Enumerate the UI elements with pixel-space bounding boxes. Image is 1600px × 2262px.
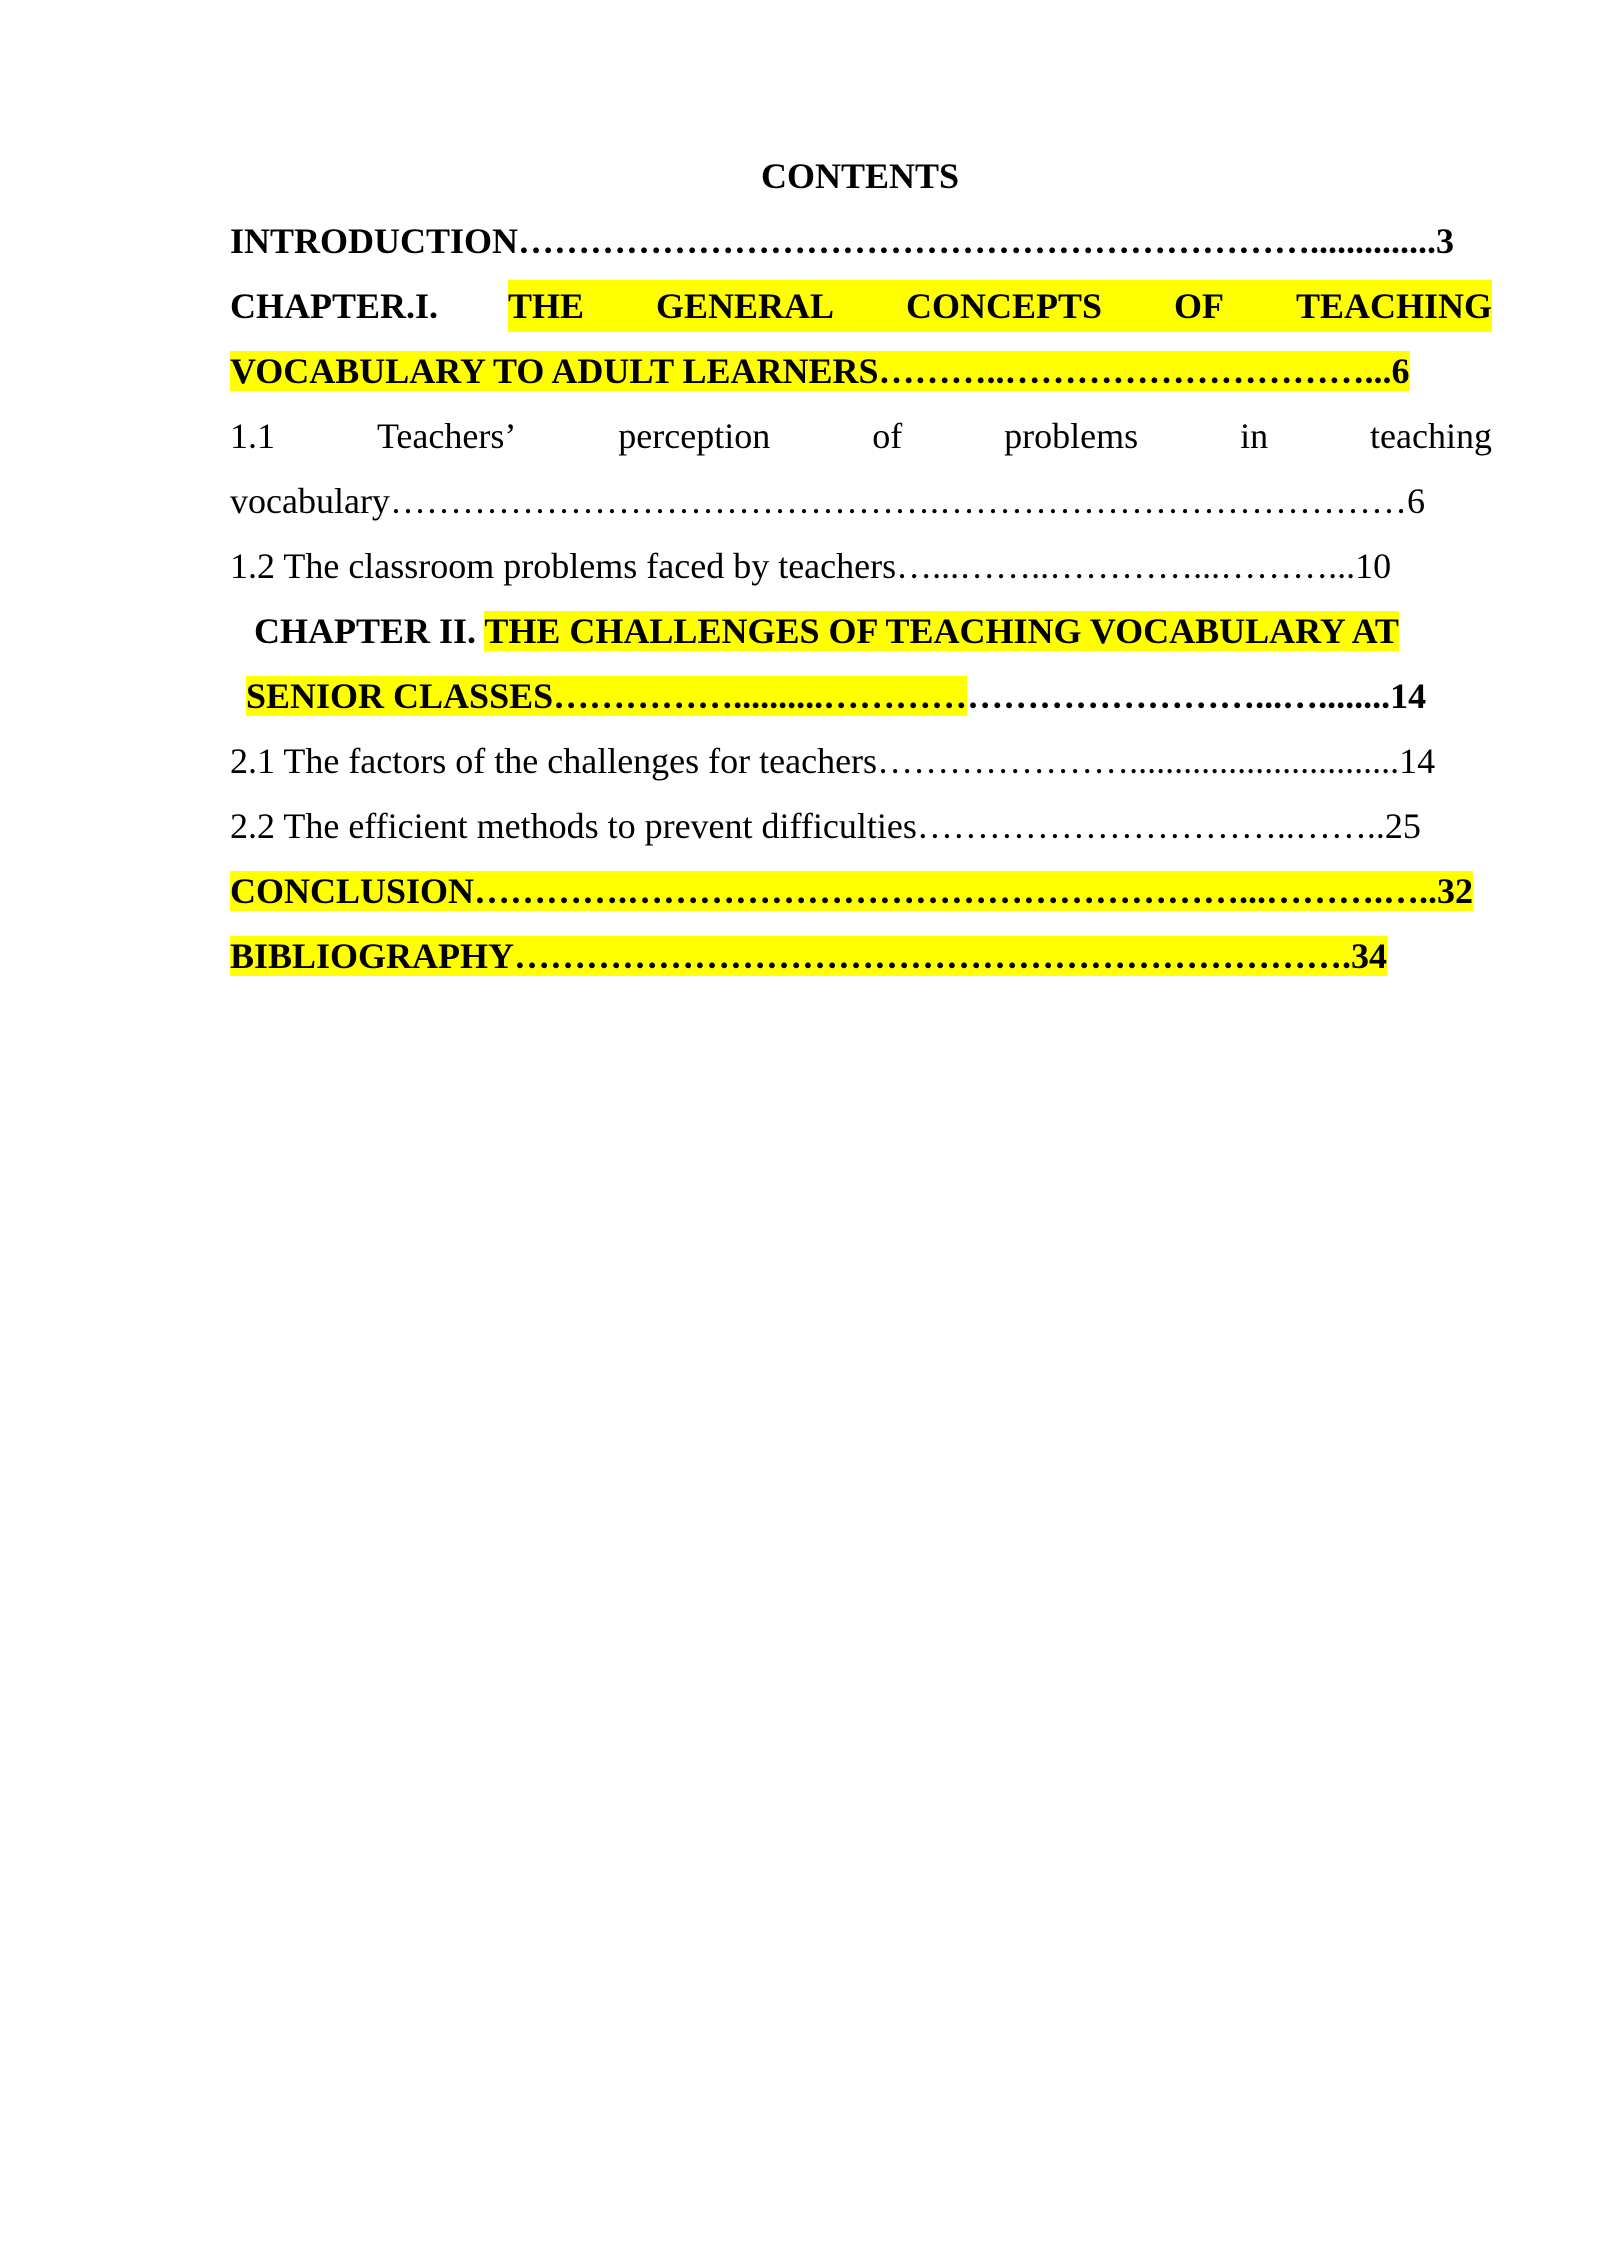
entry-dots: …………………………..…….. <box>916 806 1385 846</box>
entry-page-number: 34 <box>1351 936 1388 976</box>
chapter-title-word: THE <box>508 286 585 326</box>
contents-heading: CONTENTS <box>760 156 960 196</box>
chapter-title-highlight <box>508 280 1492 332</box>
toc-entry-section-1-2 <box>230 540 1490 592</box>
toc-entry-section-2-1 <box>230 735 1490 787</box>
chapter-title-word: OF <box>1174 286 1224 326</box>
entry-page-number: 32 <box>1437 871 1474 911</box>
chapter-title-word: GENERAL <box>656 286 835 326</box>
toc-entry-section-1-1-line2 <box>230 475 1490 527</box>
entry-title: 2.2 The efficient methods to prevent difficulties <box>230 806 917 846</box>
entry-page-number: 6 <box>1406 481 1425 521</box>
toc-entry-chapter1-line1 <box>230 280 1492 332</box>
entry-dots: …...……..…………...………... <box>896 546 1356 586</box>
entry-dots-highlighted: ……………..........………… <box>553 676 968 716</box>
section-word: problems <box>1004 416 1139 456</box>
section-word: Teachers’ <box>376 416 517 456</box>
entry-page-number: 6 <box>1391 351 1410 391</box>
contents-heading-wrap <box>0 150 1600 202</box>
entry-page-number: 14 <box>1399 741 1436 781</box>
toc-entry-section-1-1-line1 <box>230 410 1492 462</box>
chapter-label: CHAPTER II. <box>254 611 477 651</box>
chapter-title-word: TEACHING <box>1295 286 1492 326</box>
entry-title: INTRODUCTION <box>230 221 519 261</box>
toc-entry-section-2-2 <box>230 800 1490 852</box>
section-word: 1.1 <box>230 416 275 456</box>
section-word: in <box>1240 416 1269 456</box>
chapter-title-continued <box>230 351 1410 391</box>
entry-title: 1.2 The classroom problems faced by teachers <box>230 546 897 586</box>
entry-page-number: 14 <box>1390 676 1427 716</box>
entry-dots: ……………………...…........ <box>967 676 1391 716</box>
section-word: perception <box>618 416 771 456</box>
entry-dots: ……………………………………….………………………………… <box>389 481 1407 521</box>
entry-dots: ………………………………………………………….............. <box>518 221 1437 261</box>
chapter-title-highlight: THE CHALLENGES OF TEACHING VOCABULARY AT <box>484 611 1399 651</box>
section-title-line2: vocabulary <box>230 481 390 521</box>
toc-entry-introduction <box>230 215 1490 267</box>
chapter-title-line2: VOCABULARY TO ADULT LEARNERS <box>230 351 879 391</box>
toc-entry-bibliography <box>230 930 1490 982</box>
toc-entry-chapter2-line1 <box>254 605 1490 657</box>
entry-page-number: 3 <box>1436 221 1455 261</box>
chapter-title-line2: SENIOR CLASSES <box>246 676 554 716</box>
toc-entry-chapter1-line2 <box>230 345 1490 397</box>
toc-entry-conclusion <box>230 865 1490 917</box>
entry-dots: ………..…………………………... <box>878 351 1392 391</box>
section-word: teaching <box>1370 416 1492 456</box>
entry-page-number: 10 <box>1355 546 1392 586</box>
entry-title: BIBLIOGRAPHY <box>230 936 515 976</box>
entry-highlight <box>230 936 1387 976</box>
entry-title: 2.1 The factors of the challenges for teachers <box>230 741 878 781</box>
entry-highlight <box>230 871 1473 911</box>
chapter-label: CHAPTER.I. <box>230 286 439 326</box>
toc-entry-chapter2-line2 <box>246 670 1490 722</box>
chapter-title-word: CONCEPTS <box>906 286 1103 326</box>
entry-dots: ………………….............................. <box>877 741 1400 781</box>
section-word: of <box>872 416 903 456</box>
entry-dots: ………….……………………………………………...……….….. <box>474 871 1438 911</box>
chapter-title-continued <box>246 676 967 716</box>
entry-title: CONCLUSION <box>230 871 475 911</box>
entry-dots: ……………………………………………………………. <box>514 936 1352 976</box>
entry-page-number: 25 <box>1384 806 1421 846</box>
